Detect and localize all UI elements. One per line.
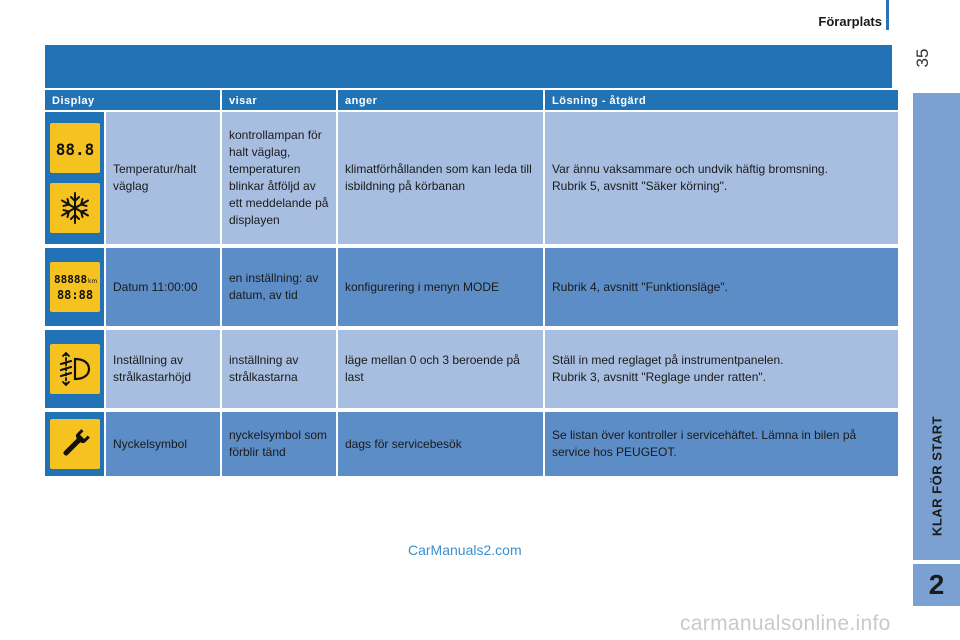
chapter-number: 2 bbox=[913, 562, 960, 606]
temperature-display-icon bbox=[50, 123, 100, 173]
row-2-icons bbox=[45, 248, 104, 330]
temp-digits: 88.8 bbox=[55, 140, 94, 159]
row-2-display: Datum 11:00:00 bbox=[106, 248, 220, 330]
page-number: 35 bbox=[913, 48, 932, 68]
watermark-carmanualsonline: carmanualsonline.info bbox=[680, 612, 891, 635]
chapter-tab-label bbox=[913, 406, 960, 546]
row-4-losning: Se listan över kontroller i servicehäftet. Lämna in bilen på service hos PEUGEOT. bbox=[545, 412, 898, 480]
row-2-visar: en inställning: av datum, av tid bbox=[222, 248, 336, 330]
date-unit: km bbox=[87, 278, 97, 285]
header-visar: visar bbox=[222, 90, 336, 112]
row-4-display: Nyckelsymbol bbox=[106, 412, 220, 480]
header-display: Display bbox=[45, 90, 220, 112]
row-4-visar: nyckelsymbol som förblir tänd bbox=[222, 412, 336, 480]
page-header-title: Förarplats bbox=[818, 14, 882, 29]
header-losning: Lösning - åtgärd bbox=[545, 90, 898, 112]
chapter-side-tab bbox=[913, 93, 960, 560]
snowflake-icon bbox=[50, 183, 100, 233]
warning-display-table bbox=[45, 90, 892, 480]
row-2-anger: konfigurering i menyn MODE bbox=[338, 248, 543, 330]
date-top-digits: 88888 bbox=[53, 273, 87, 286]
headlamp-adjust-icon bbox=[50, 344, 100, 394]
row-3-visar: inställning av strålkastarna bbox=[222, 330, 336, 412]
row-1-losning: Var ännu vaksammare och undvik häftig bromsning. Rubrik 5, avsnitt "Säker körning". bbox=[545, 112, 898, 248]
chapter-tab-text: KLAR FÖR START bbox=[929, 415, 944, 537]
watermark-carmanuals2[interactable]: CarManuals2.com bbox=[408, 542, 522, 558]
row-1-anger: klimatförhållanden som kan leda till isbildning på körbanan bbox=[338, 112, 543, 248]
date-bottom-digits: 88:88 bbox=[56, 288, 93, 302]
row-1-icons bbox=[45, 112, 104, 248]
row-2-losning: Rubrik 4, avsnitt "Funktionsläge". bbox=[545, 248, 898, 330]
row-1-display: Temperatur/halt väglag bbox=[106, 112, 220, 248]
date-time-display-icon bbox=[50, 262, 100, 312]
row-3-losning: Ställ in med reglaget på instrumentpanelen. Rubrik 3, avsnitt "Reglage under ratten". bbox=[545, 330, 898, 412]
row-4-icons bbox=[45, 412, 104, 480]
row-3-icons bbox=[45, 330, 104, 412]
wrench-icon bbox=[50, 419, 100, 469]
row-4-anger: dags för servicebesök bbox=[338, 412, 543, 480]
table-title-bar bbox=[45, 45, 892, 88]
row-3-anger: läge mellan 0 och 3 beroende på last bbox=[338, 330, 543, 412]
header-rule bbox=[886, 0, 889, 30]
header-anger: anger bbox=[338, 90, 543, 112]
row-3-display: Inställning av strålkastarhöjd bbox=[106, 330, 220, 412]
row-1-visar: kontrollampan för halt väglag, temperaturen blinkar åtföljd av ett meddelande på displayen bbox=[222, 112, 336, 248]
